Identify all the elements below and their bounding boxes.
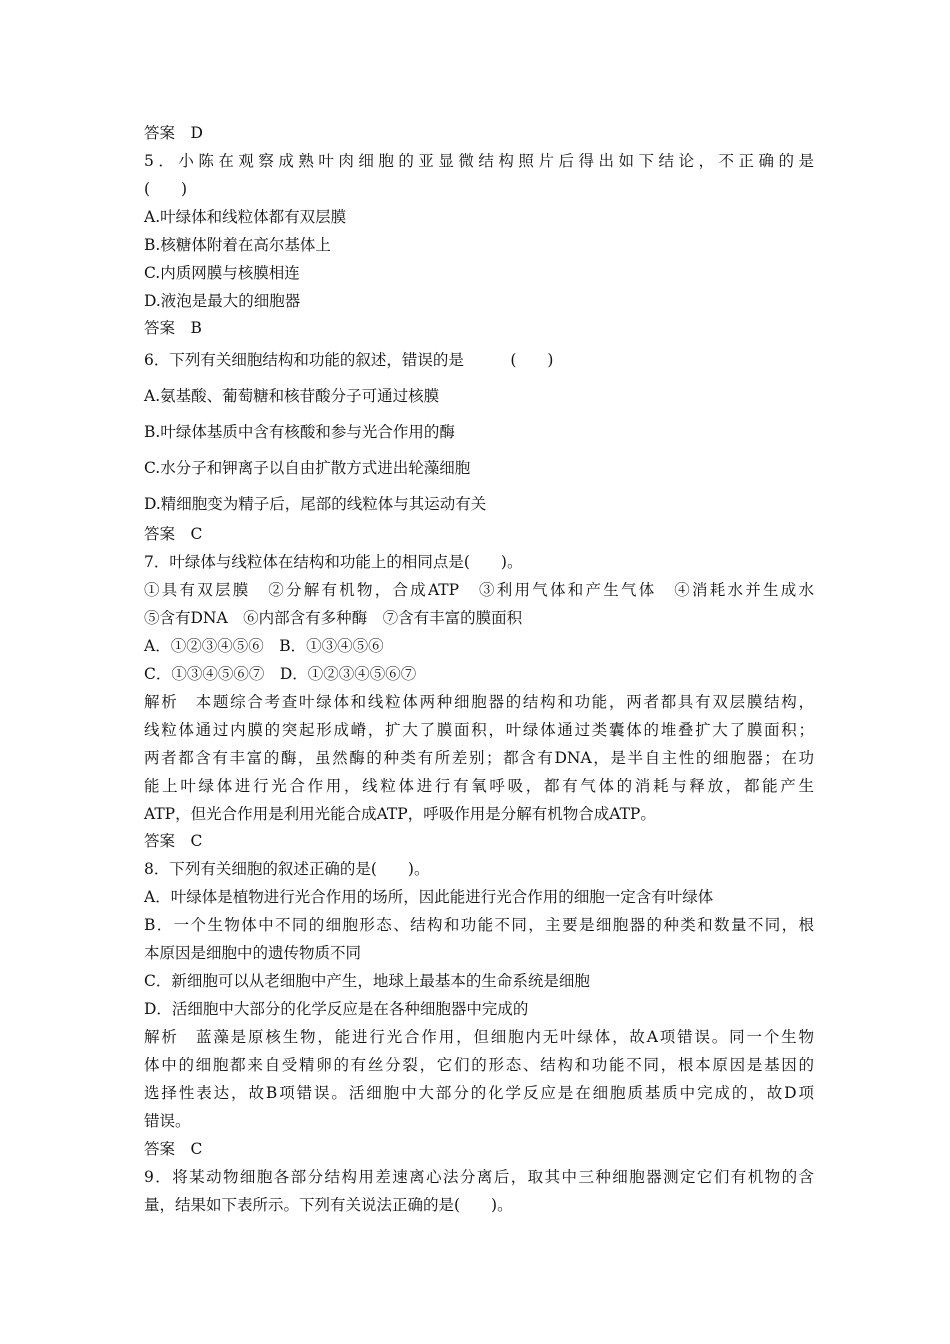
- question-6-option-d: D.精细胞变为精子后，尾部的线粒体与其运动有关: [144, 495, 487, 513]
- question-9-stem-line-1: 9．将某动物细胞各部分结构用差速离心法分离后，取其中三种细胞器测定它们有机物的含: [144, 1168, 814, 1186]
- question-7-statements-2: ⑤含有DNA ⑥内部含有多种酶 ⑦含有丰富的膜面积: [144, 609, 523, 627]
- question-6-option-c: C.水分子和钾离子以自由扩散方式进出轮藻细胞: [144, 459, 471, 477]
- question-8-option-b-line-2: 本原因是细胞中的遗传物质不同: [144, 944, 362, 962]
- question-7-options-ab: A．①②③④⑤⑥ B．①③④⑤⑥: [144, 637, 384, 655]
- answer-q7: 答案 C: [144, 832, 203, 850]
- question-9-stem-line-2: 量，结果如下表所示。下列有关说法正确的是( )。: [144, 1196, 513, 1214]
- question-6-stem: 6．下列有关细胞结构和功能的叙述，错误的是 ( ): [144, 351, 554, 369]
- analysis-q8-line-2: 体中的细胞都来自受精卵的有丝分裂，它们的形态、结构和功能不同，根本原因是基因的: [144, 1056, 814, 1074]
- answer-q6: 答案 C: [144, 525, 203, 543]
- analysis-q8-line-1: 解析 蓝藻是原核生物，能进行光合作用，但细胞内无叶绿体，故A项错误。同一个生物: [144, 1028, 814, 1046]
- question-5-option-c: C.内质网膜与核膜相连: [144, 264, 300, 282]
- analysis-q7-line-1: 解析 本题综合考查叶绿体和线粒体两种细胞器的结构和功能，两者都具有双层膜结构，: [144, 693, 814, 711]
- question-6-option-b: B.叶绿体基质中含有核酸和参与光合作用的酶: [144, 423, 455, 441]
- analysis-q7-line-5: ATP，但光合作用是利用光能合成ATP，呼吸作用是分解有机物合成ATP。: [144, 805, 656, 823]
- question-5-option-b: B.核糖体附着在高尔基体上: [144, 236, 331, 254]
- question-8-option-d: D．活细胞中大部分的化学反应是在各种细胞器中完成的: [144, 1000, 529, 1018]
- analysis-q8-line-3: 选择性表达，故B项错误。活细胞中大部分的化学反应是在细胞质基质中完成的，故D项: [144, 1084, 814, 1102]
- question-8-option-c: C．新细胞可以从老细胞中产生，地球上最基本的生命系统是细胞: [144, 972, 590, 990]
- analysis-q7-line-2: 线粒体通过内膜的突起形成嵴，扩大了膜面积，叶绿体通过类囊体的堆叠扩大了膜面积；: [144, 721, 814, 739]
- question-5-stem: 5．小陈在观察成熟叶肉细胞的亚显微结构照片后得出如下结论，不正确的是: [144, 152, 814, 170]
- analysis-q7-line-4: 能上叶绿体进行光合作用，线粒体进行有氧呼吸，都有气体的消耗与释放，都能产生: [144, 777, 814, 795]
- question-7-options-cd: C．①③④⑤⑥⑦ D．①②③④⑤⑥⑦: [144, 665, 417, 683]
- question-5-option-d: D.液泡是最大的细胞器: [144, 292, 301, 310]
- question-7-statements-1: ①具有双层膜 ②分解有机物，合成ATP ③利用气体和产生气体 ④消耗水并生成水: [144, 581, 814, 599]
- question-5-option-a: A.叶绿体和线粒体都有双层膜: [144, 208, 347, 226]
- answer-q8: 答案 C: [144, 1140, 203, 1158]
- question-8-stem: 8．下列有关细胞的叙述正确的是( )。: [144, 860, 430, 878]
- analysis-q8-line-4: 错误。: [144, 1112, 191, 1130]
- answer-q4: 答案 D: [144, 124, 203, 142]
- question-8-option-b-line-1: B．一个生物体中不同的细胞形态、结构和功能不同，主要是细胞器的种类和数量不同，根: [144, 916, 814, 934]
- analysis-q7-line-3: 两者都含有丰富的酶，虽然酶的种类有所差别；都含有DNA，是半自主性的细胞器；在功: [144, 749, 814, 767]
- question-7-stem: 7．叶绿体与线粒体在结构和功能上的相同点是( )。: [144, 553, 523, 571]
- question-8-option-a: A．叶绿体是植物进行光合作用的场所，因此能进行光合作用的细胞一定含有叶绿体: [144, 888, 714, 906]
- answer-q5: 答案 B: [144, 319, 202, 337]
- question-5-bracket: ( ): [144, 180, 188, 198]
- question-6-option-a: A.氨基酸、葡萄糖和核苷酸分子可通过核膜: [144, 387, 440, 405]
